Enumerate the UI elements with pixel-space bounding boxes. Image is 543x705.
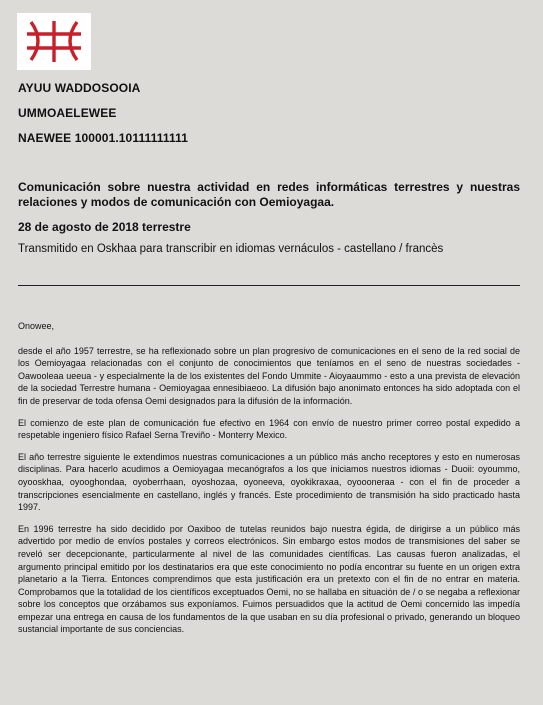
sender-name: AYUU WADDOSOOIA xyxy=(18,81,141,95)
paragraph: desde el año 1957 terrestre, se ha reflexionado sobre un plan progresivo de comunicaciones en el seno de la red social de los Oemioyagaa relacionadas con el conjunto de conocimientos que teníamos en el seno de nuestras sociedades - Oawooleaa ueeua - y especialmente la de los existentes del Fondo Ummite - Aioyaaummo - esto a una prevista de elevación de la sociedad Terrestre humana - Oemioyagaa ennesibiaeoo. La difusión bajo anonimato entonces ha sido adoptada con el fin de preservar de toda ofensa Oemi designados para la difusión de la información. xyxy=(18,345,520,406)
paragraph: El comienzo de este plan de comunicación fue efectivo en 1964 con envío de nuestro primer correo postal expedido a respetable ingeniero físico Rafael Serna Treviño - Monterry Mexico. xyxy=(18,417,520,441)
greeting: Onowee, xyxy=(18,321,55,331)
recipient-name: UMMOAELEWEE xyxy=(18,106,117,120)
paragraph: En 1996 terrestre ha sido decidido por Oaxiboo de tutelas reunidos bajo nuestra égida, de dirigirse a un público más advertido por medio de envíos postales y correos electrónicos. Sin embargo estos modos de transmisiones del saber se reveló ser decepcionante, particularmente al nivel de las comunidades científicas. Las causas fueron analizadas, el argumento principal emitido por los destinatarios era que este conocimiento no podía encontrar su fuente en un origen extra planetario a la Tierra. Entonces comprendimos que esta justificación era un pretexto con el fin de no entrar en materia. Comprobamos que la totalidad de los científicos exceptuados Oemi, no se hallaba en situación de / o se negaba a reflexionar sobre los conceptos que orzábamos sus exponíamos. Fuimos persuadidos que la actitud de Oemi concernido las impedía empezar una entrega en causa de los fundamentos de la que usaban en su día profesional o privado, generando un bloqueo sustancial importante de sus conciencias. xyxy=(18,523,520,635)
ummo-symbol-icon xyxy=(17,13,91,70)
document-title: Comunicación sobre nuestra actividad en redes informáticas terrestres y nuestras relaciones y modos de comunicación con Oemioyagaa. xyxy=(18,180,520,209)
document-date: 28 de agosto de 2018 terrestre xyxy=(18,220,191,234)
transmission-note: Transmitido en Oskhaa para transcribir en idiomas vernáculos - castellano / francès xyxy=(18,243,444,255)
letter-body xyxy=(18,320,520,645)
paragraph: El año terrestre siguiente le extendimos nuestras comunicaciones a un público más ancho receptores y esto en numerosas disciplinas. Para hacerlo acudimos a Oemioyagaa mecanógrafos a los que iniciamos nuestros idiomas - Duoii: oyoummo, oyooskhaa, oyooghondaa, oyoberrhaan, oyoshozaa, oyoneeva, oyokikraxaa, oyoooneraa - con el fin de proceder a transcripciones esencialmente en castellano, inglés y francés. Este procedimiento de transmisión ha sido practicado hasta 1997. xyxy=(18,451,520,513)
logo xyxy=(17,13,91,70)
reference-number: NAEWEE 100001.10111111111 xyxy=(18,131,188,145)
divider xyxy=(18,285,520,286)
